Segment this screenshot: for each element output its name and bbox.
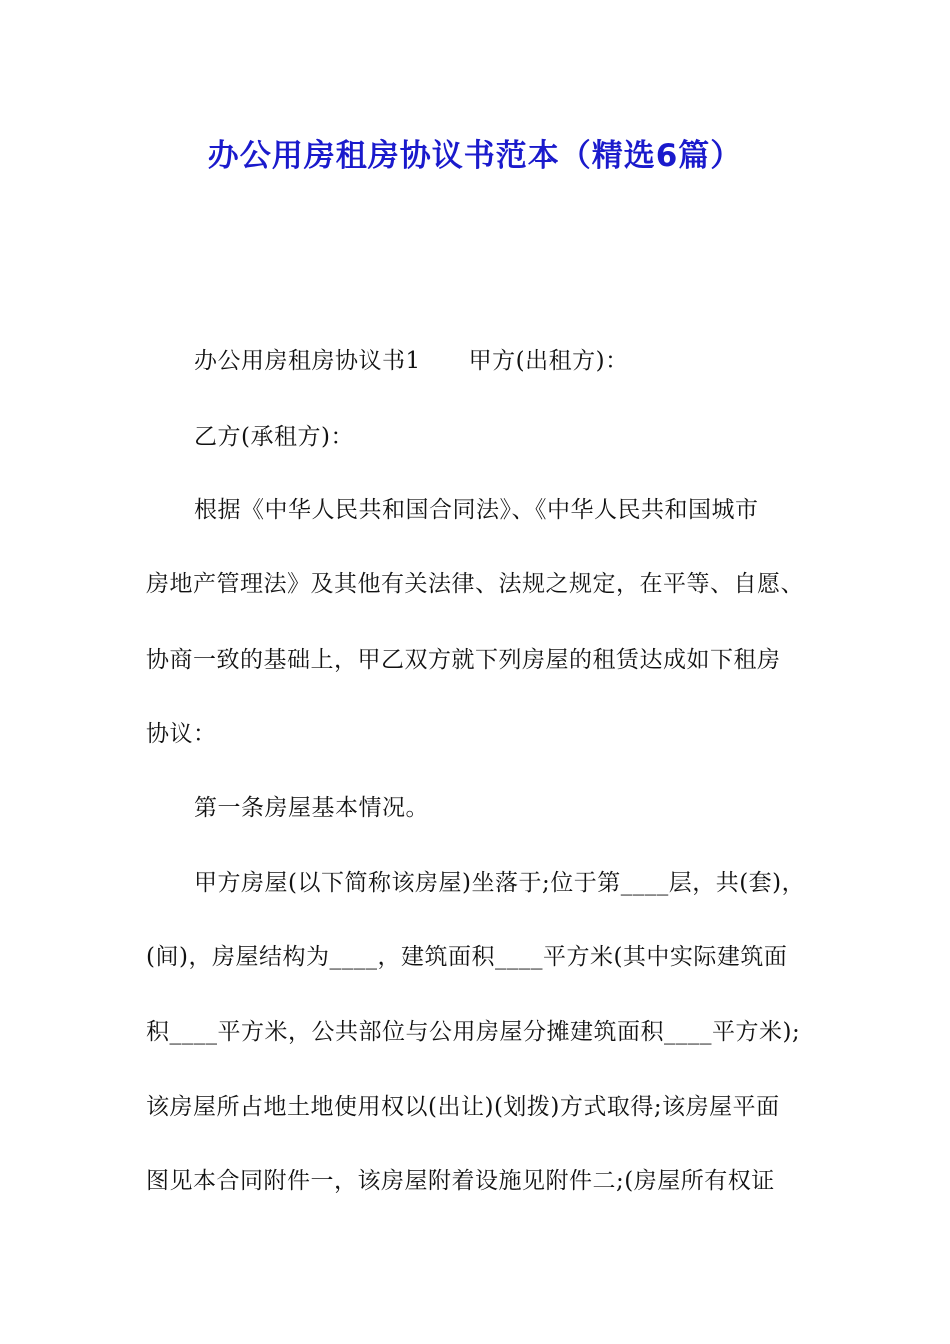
paragraph-line: 甲方房屋(以下简称该房屋)坐落于;位于第____层，共(套)， — [194, 870, 806, 896]
agreement-heading-line — [194, 346, 826, 376]
agreement-heading: 办公用房租房协议书1 — [194, 348, 421, 374]
document-title: 办公用房租房协议书范本（精选6篇） — [207, 138, 743, 174]
paragraph-line: 积____平方米，公共部位与公用房屋分摊建筑面积____平方米); — [146, 1019, 801, 1045]
paragraph-line: 根据《中华人民共和国合同法》、《中华人民共和国城市 — [194, 497, 759, 523]
section-heading: 第一条房屋基本情况。 — [194, 795, 429, 821]
paragraph-line: 房地产管理法》及其他有关法律、法规之规定，在平等、自愿、 — [146, 571, 804, 597]
paragraph-line: (间)，房屋结构为____，建筑面积____平方米(其中实际建筑面 — [146, 944, 788, 970]
party-b-label: 乙方(承租方)： — [194, 424, 354, 450]
paragraph-line: 该房屋所占地土地使用权以(出让)(划拨)方式取得;该房屋平面 — [146, 1094, 780, 1120]
paragraph-line: 协商一致的基础上，甲乙双方就下列房屋的租赁达成如下租房 — [146, 647, 781, 673]
paragraph-line: 图见本合同附件一，该房屋附着设施见附件二;(房屋所有权证 — [146, 1168, 775, 1194]
paragraph-line: 协议： — [146, 721, 217, 747]
party-a-label: 甲方(出租方)： — [468, 348, 629, 374]
